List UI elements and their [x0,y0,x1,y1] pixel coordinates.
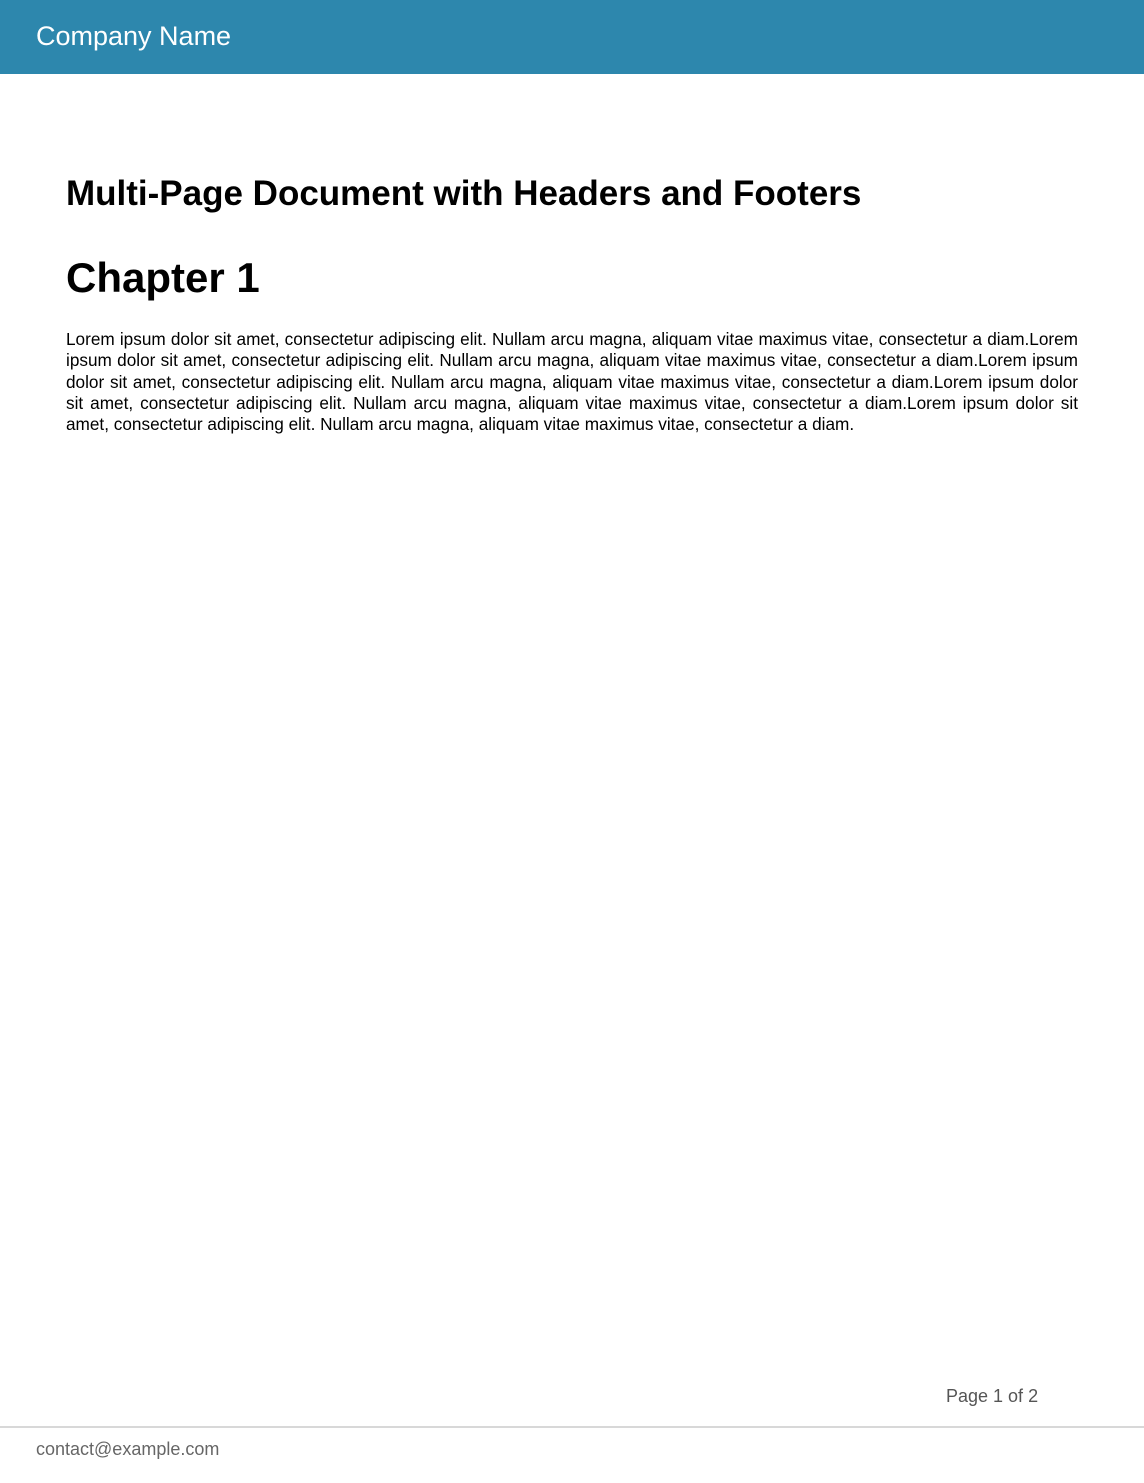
footer-divider [0,1426,1144,1428]
document-title: Multi-Page Document with Headers and Footers [66,174,862,213]
contact-email: contact@example.com [36,1439,220,1459]
page-header [0,0,1144,74]
chapter-paragraph: Lorem ipsum dolor sit amet, consectetur adipiscing elit. Nullam arcu magna, aliquam vitae maximus vitae, consectetur a diam.Lorem ipsum dolor sit amet, consectetur adipiscing elit. Nullam arcu magna, aliquam vitae maximus vitae, consectetur a diam.Lorem ipsum dolor sit amet, consectetur adipiscing elit. Nullam arcu magna, aliquam vitae maximus vitae, consectetur a diam.Lorem ipsum dolor sit amet, consectetur adipiscing elit. Nullam arcu magna, aliquam vitae maximus vitae, consectetur a diam.Lorem ipsum dolor sit amet, consectetur adipiscing elit. Nullam arcu magna, aliquam vitae maximus vitae, consectetur a diam. [66,329,1078,435]
chapter-title: Chapter 1 [66,254,260,301]
company-name: Company Name [36,21,232,51]
page-number: Page 1 of 2 [946,1386,1039,1406]
